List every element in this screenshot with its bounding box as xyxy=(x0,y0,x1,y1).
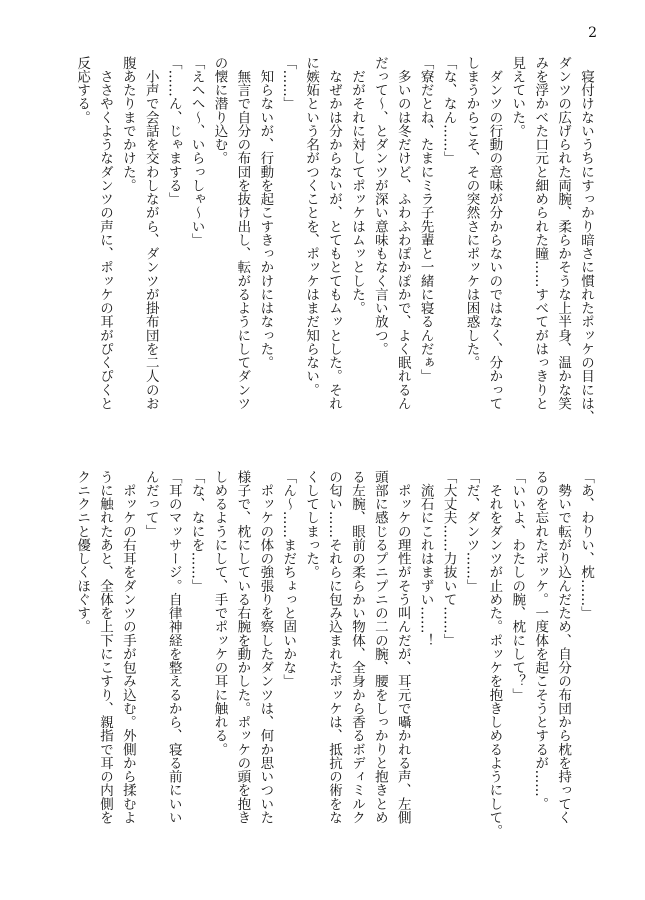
text-column: 様子で、枕にしている右腕を動かした。ポッケの頭を抱き xyxy=(234,470,251,825)
text-column: 「大丈夫……力抜いて……」 xyxy=(440,470,457,648)
text-column: 「……」 xyxy=(280,56,297,111)
text-column: だって～、とダンツが深い意味もなく言い放つ。 xyxy=(371,56,388,356)
text-column: の懐に潜り込む。 xyxy=(211,56,228,165)
text-column: 勢いで転がり込んだため、自分の布団から枕を持ってく xyxy=(555,470,572,825)
text-column: クニクニと優しくほぐす。 xyxy=(74,470,91,634)
text-column: んだって」 xyxy=(142,470,159,539)
text-column: 見えていた。 xyxy=(509,56,526,138)
text-column: 「な、なん……」 xyxy=(440,56,457,165)
text-column: それをダンツが止めた。ポッケを抱きしめるようにして。 xyxy=(486,470,503,838)
text-column: る左腕、眼前の柔らかい物体、全身から香るボディミルク xyxy=(348,470,365,825)
text-column: ダンツの行動の意味が分からないのではなく、分かって xyxy=(486,56,503,411)
upper-text-block xyxy=(49,56,597,448)
text-column: 「ん～……まだちょっと固いかな」 xyxy=(280,470,297,688)
text-column: 多いのは冬だけど、ふわふわぽかぽかで、よく眠れるん xyxy=(394,56,411,411)
text-column: 腹あたりまでかけた。 xyxy=(119,56,136,193)
text-column: 無言で自分の布団を抜け出し、転がるようにしてダンツ xyxy=(234,56,251,411)
text-column: 頭部に感じるプニプニの二の腕、腰をしっかりと抱きとめ xyxy=(371,470,388,825)
text-column: 「寮だとね、たまにミラ子先輩と一緒に寝るんだぁ」 xyxy=(417,56,434,383)
text-column: しめるようにして、手でポッケの耳に触れる。 xyxy=(211,470,228,757)
text-column: に嫉妬という名がつくことを、ポッケはまだ知らない。 xyxy=(303,56,320,397)
text-column: ポッケの右耳をダンツの手が包み込む。外側から揉むよ xyxy=(119,470,136,825)
text-column: くしてしまった。 xyxy=(303,470,320,579)
text-column: なぜかは分からないが、とてもとてもムッとした。それ xyxy=(326,56,343,411)
text-column: だがそれに対してポッケはムッとした。 xyxy=(348,56,365,315)
lower-text-block xyxy=(49,470,597,862)
text-column: 反応する。 xyxy=(74,56,91,125)
text-column: ポッケの体の強張りを察したダンツは、何か思いついた xyxy=(257,470,274,825)
text-column: 「いいよ、わたしの腕、枕にして？」 xyxy=(509,470,526,702)
text-column: 知らないが、行動を起こすきっかけにはなった。 xyxy=(257,56,274,370)
text-column: 「……ん、じゃまする」 xyxy=(165,56,182,206)
text-column: うに触れたあと、全体を上下にこすり、親指で耳の内側を xyxy=(96,470,113,825)
text-column: 「だ、ダンツ……」 xyxy=(463,470,480,593)
text-column: ポッケの理性がそう叫んだが、耳元で囁かれる声、左側 xyxy=(394,470,411,825)
text-column: の匂い……それらに包み込まれたポッケは、抵抗の術をな xyxy=(326,470,343,825)
page-number: 2 xyxy=(588,25,597,41)
text-column: 「な、なにを……」 xyxy=(188,470,205,593)
text-column: 寝付けないうちにすっかり暗さに慣れたポッケの目には、 xyxy=(578,56,594,424)
text-column: 「耳のマッサージ。自律神経を整えるから、寝る前にいい xyxy=(165,470,182,825)
text-column: るのを忘れたポッケ。一度体を起こそうとするが……。 xyxy=(532,470,549,811)
text-column: ささやくようなダンツの声に、ポッケの耳がぴくぴくと xyxy=(96,56,113,411)
text-column: 流石にこれはまずい……！ xyxy=(417,470,434,648)
text-column: 「えへへ～、いらっしゃ～い」 xyxy=(188,56,205,247)
text-column: 小声で会話を交わしながら、ダンツが掛布団を二人のお xyxy=(142,56,159,411)
text-column: みを浮かべた口元と細められた瞳……すべてがはっきりと xyxy=(532,56,549,411)
text-column: 「あ、わりい、枕……」 xyxy=(578,470,594,620)
text-column: しまうからこそ、その突然さにポッケは困惑した。 xyxy=(463,56,480,370)
text-column: ダンツの広げられた両腕、柔らかそうな上半身、温かな笑 xyxy=(555,56,572,411)
